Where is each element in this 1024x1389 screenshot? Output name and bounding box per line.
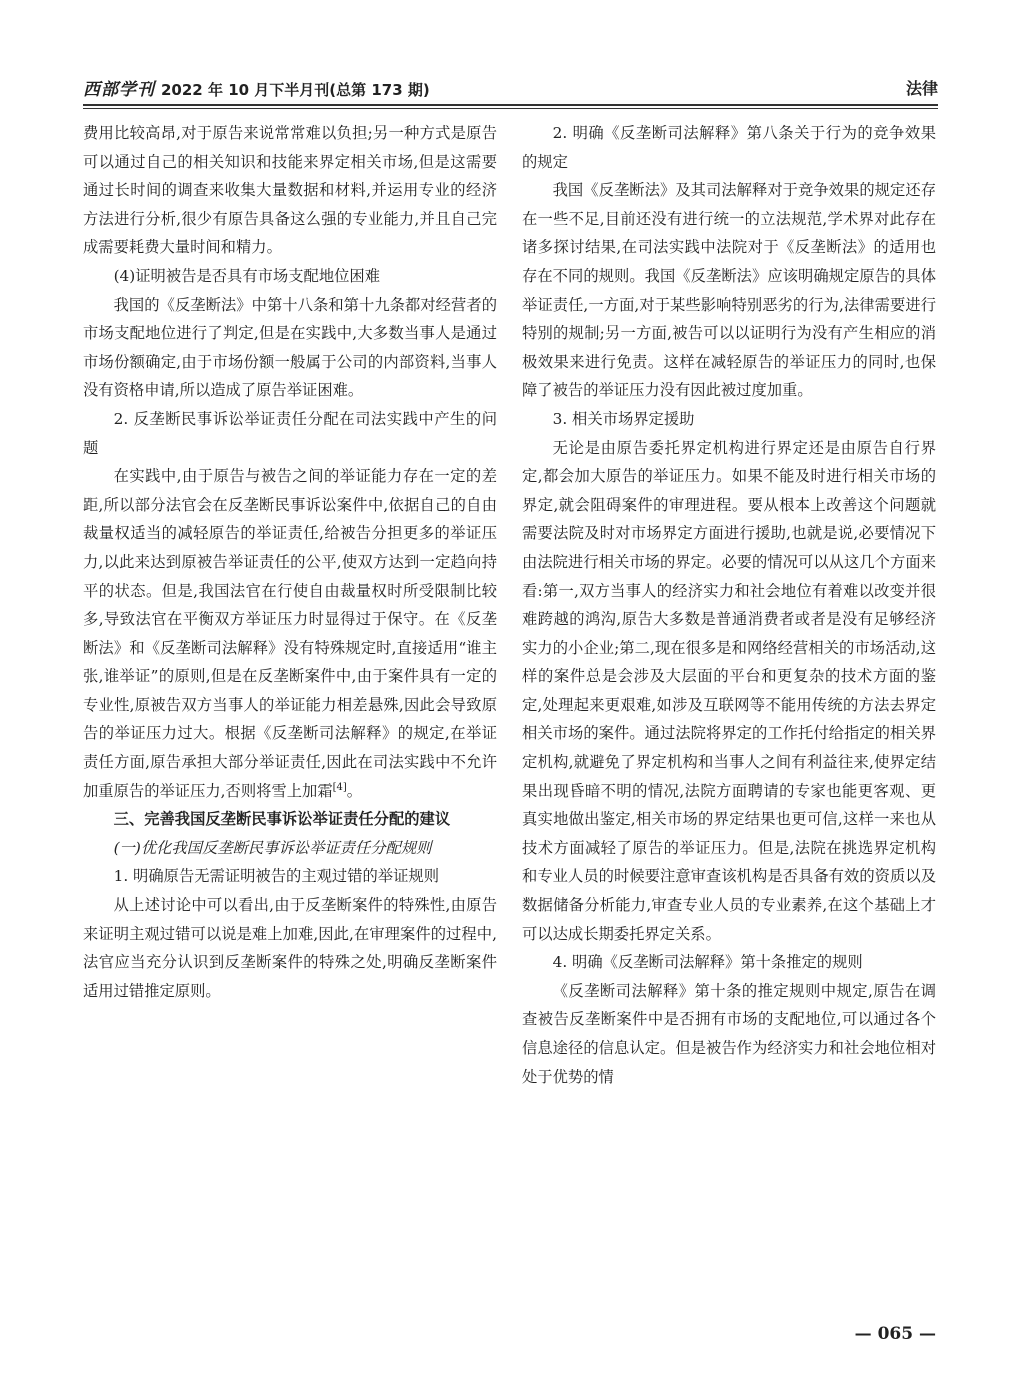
paragraph-text: 4. 明确《反垄断司法解释》第十条推定的规则 [552,953,863,972]
header-rule [83,104,938,106]
paragraph [522,176,936,405]
paragraph-text: 我国的《反垄断法》中第十八条和第十九条都对经营者的市场支配地位进行了判定,但是在实践中,大多数当事人是通过市场份额确定,由于市场份额一般属于公司的内部资料,当事人没有资格申请,所以造成了原告举证困难。 [83,295,497,400]
paragraph-text: (4)证明被告是否具有市场支配地位困难 [113,266,381,285]
paragraph-text: 费用比较高昂,对于原告来说常常难以负担;另一种方式是原告可以通过自己的相关知识和技能来界定相关市场,但是这需要通过长时间的调查来收集大量数据和材料,并运用专业的经济方法进行分析,很少有原告具备这么强的专业能力,并且自己完成需要耗费大量时间和精力。 [83,124,497,257]
paragraph-tail: 。 [346,781,363,800]
paragraph-text: (一)优化我国反垄断民事诉讼举证责任分配规则 [113,838,432,857]
paragraph [83,262,497,291]
header-left [83,75,430,100]
paragraph-text: 3. 相关市场界定援助 [552,409,695,428]
subsection-heading [83,834,497,863]
paragraph [83,291,497,405]
paragraph [83,405,497,462]
paragraph [83,119,497,262]
citation-ref: [4] [332,781,347,793]
paragraph-text: 无论是由原告委托界定机构进行界定还是由原告自行界定,都会加大原告的举证压力。如果不能及时进行相关市场的界定,就会阻碍案件的审理进程。要从根本上改善这个问题就需要法院及时对市场界定方面进行援助,也就是说,必要情况下由法院进行相关市场的界定。必要的情况可以从这几个方面来看:第一,双方当事人的经济实力和社会地位有着难以改变并很难跨越的鸿沟,原告大多数是普通消费者或者是没有足够经济实力的小企业;第二,现在很多是和网络经营相关的市场活动,这样的案件总是会涉及大层面的平台和更复杂的技术方面的鉴定,处理起来更艰难,如涉及互联网等不能用传统的方法去界定相关市场的案件。通过法院将界定的工作托付给指定的相关界定机构,就避免了界定机构和当事人之间有利益往来,使界定结果出现昏暗不明的情况,法院方面聘请的专家也能更客观、更真实地做出鉴定,相关市场的界定结果也更可信,这样一来也从技术方面减轻了原告的举证压力。但是,法院在挑选界定机构和专业人员的时候要注意审查该机构是否具备有效的资质以及数据储备分析能力,审查专业人员的专业素养,在这个基础上才可以达成长期委托界定关系。 [522,438,936,943]
left-column [83,119,497,1005]
section-heading [83,805,497,834]
paragraph-text: 2. 反垄断民事诉讼举证责任分配在司法实践中产生的问题 [83,409,497,457]
running-header [83,70,938,104]
paragraph [522,948,936,977]
paragraph-text: 1. 明确原告无需证明被告的主观过错的举证规则 [113,867,439,886]
paragraph-text: 《反垄断司法解释》第十条的推定规则中规定,原告在调查被告反垄断案件中是否拥有市场的支配地位,可以通过各个信息途径的信息认定。但是被告作为经济实力和社会地位相对处于优势的情 [522,981,936,1086]
issue-info: 2022 年 10 月下半月刊(总第 173 期) [161,80,430,99]
paragraph-text: 从上述讨论中可以看出,由于反垄断案件的特殊性,由原告来证明主观过错可以说是难上加难,因此,在审理案件的过程中,法官应当充分认识到反垄断案件的特殊之处,明确反垄断案件适用过错推定原则。 [83,896,497,1000]
page-number: — 065 — [854,1324,936,1344]
paragraph [522,977,936,1091]
paragraph [522,434,936,949]
header-rule-thin [83,108,938,109]
paragraph-text: 在实践中,由于原告与被告之间的举证能力存在一定的差距,所以部分法官会在反垄断民事诉讼案件中,依据自己的自由裁量权适当的减轻原告的举证责任,给被告分担更多的举证压力,以此来达到原被告举证责任的公平,使双方达到一定趋向持平的状态。但是,我国法官在行使自由裁量权时所受限制比较多,导致法官在平衡双方举证压力时显得过于保守。在《反垄断法》和《反垄断司法解释》没有特殊规定时,直接适用“谁主张,谁举证”的原则,但是在反垄断案件中,由于案件具有一定的专业性,原被告双方当事人的举证能力相差悬殊,因此会导致原告的举证压力过大。根据《反垄断司法解释》的规定,在举证责任方面,原告承担大部分举证责任,因此在司法实践中不允许加重原告的举证压力,否则将雪上加霜 [83,467,497,800]
paragraph [522,119,936,176]
paragraph [83,862,497,891]
paragraph-text: 2. 明确《反垄断司法解释》第八条关于行为的竞争效果的规定 [522,124,936,171]
paragraph [83,891,497,1005]
paragraph-text: 我国《反垄断法》及其司法解释对于竞争效果的规定还存在一些不足,目前还没有进行统一的立法规范,学术界对此存在诸多探讨结果,在司法实践中法院对于《反垄断法》的适用也存在不同的规则。我国《反垄断法》应该明确规定原告的具体举证责任,一方面,对于某些影响特别恶劣的行为,法律需要进行特别的规制;另一方面,被告可以以证明行为没有产生相应的消极效果来进行免责。这样在减轻原告的举证压力的同时,也保障了被告的举证压力没有因此被过度加重。 [522,181,936,400]
journal-logo: 西部学刊 [83,79,155,100]
paragraph-text: 三、完善我国反垄断民事诉讼举证责任分配的建议 [113,810,451,829]
right-column [522,119,936,1091]
paragraph [83,462,497,805]
section-name: 法律 [905,78,938,98]
paragraph [522,405,936,434]
